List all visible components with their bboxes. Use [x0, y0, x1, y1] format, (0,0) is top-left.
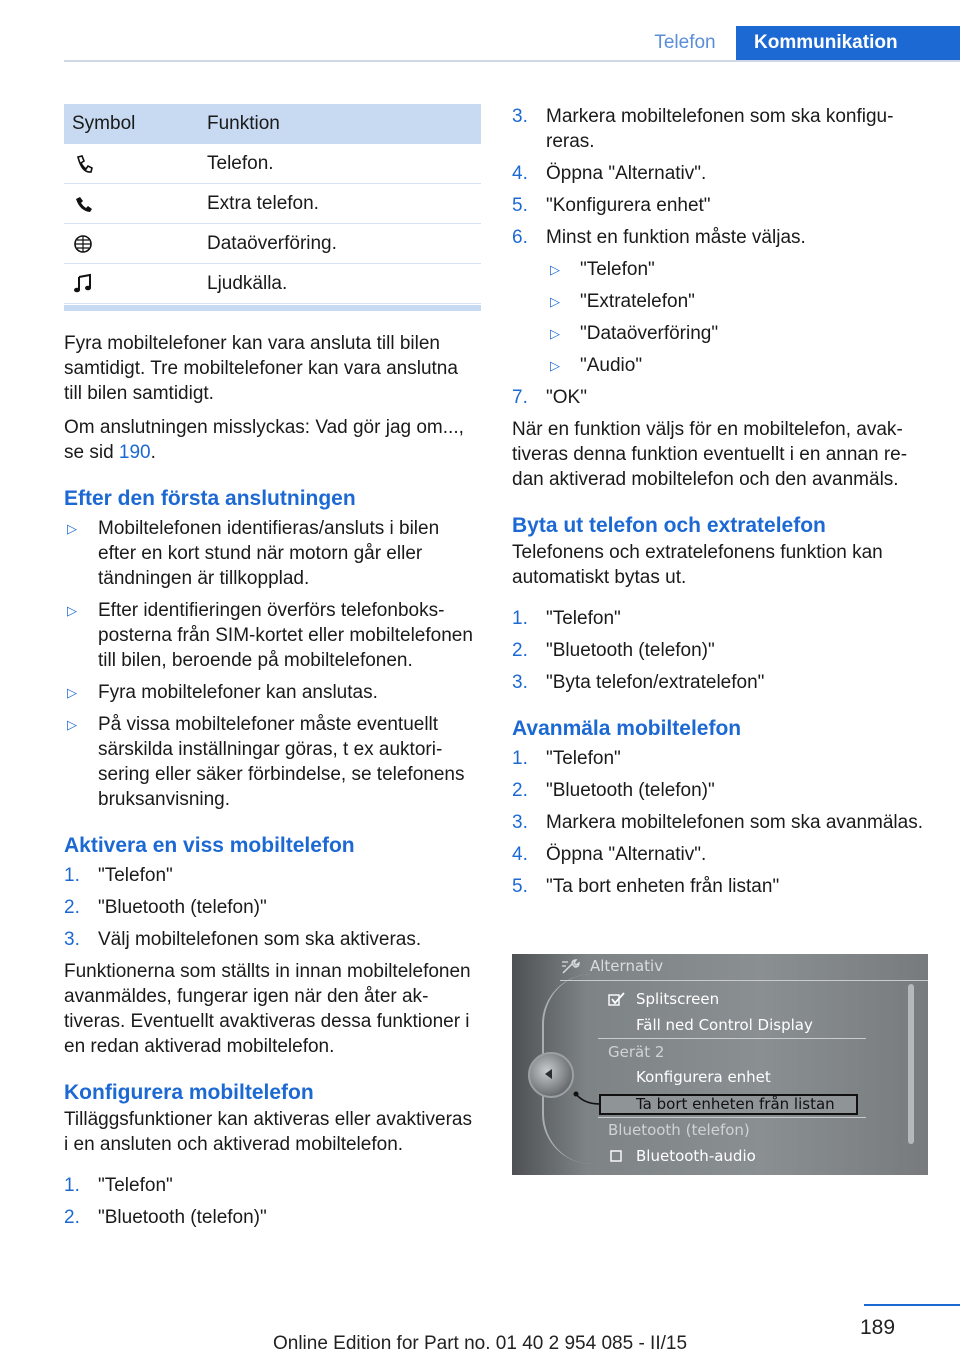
failure-paragraph: Om anslutningen misslyckas: Vad gör jag om..., se sid 190. [64, 417, 464, 463]
list-item: 5. "Konfigurera enhet" [512, 195, 711, 216]
list-item: 2. "Bluetooth (telefon)" [64, 897, 267, 918]
section-title: Efter den första anslutningen [64, 487, 356, 510]
footer-rule [864, 1304, 960, 1306]
table-row [64, 184, 481, 224]
menu-item-fold-display[interactable]: Fäll ned Control Display [636, 1016, 813, 1034]
arrow-left-icon [542, 1067, 556, 1081]
left-column [64, 331, 480, 1237]
triangle-bullet-icon: ▷ [67, 603, 77, 618]
menu-item-remove-device[interactable]: Ta bort enheten från listan [636, 1095, 835, 1113]
activation-note: Funktionerna som ställts in innan mobiltelefonen avanmäldes, fungerar igen när den åter aktiveras. Eventuellt avaktiveras dessa funktioner i en redan aktiverad mobiltelefon. [64, 961, 471, 1057]
triangle-bullet-icon: ▷ [550, 294, 560, 309]
music-note-icon [72, 273, 94, 295]
options-wrench-icon [560, 958, 582, 976]
list-item: ▷ "Extratelefon" [550, 291, 695, 312]
triangle-bullet-icon: ▷ [67, 685, 77, 700]
edition-note: Online Edition for Part no. 01 40 2 954 085 - II/15 [272, 1333, 688, 1354]
menu-item-bluetooth-audio[interactable]: Bluetooth-audio [636, 1147, 756, 1165]
header-rule [64, 60, 960, 62]
table-end-bar [64, 305, 481, 311]
list-item: ▷ "Telefon" [550, 259, 655, 280]
section-title: Aktivera en viss mobiltelefon [64, 834, 355, 857]
phone-icon [72, 153, 94, 175]
symbol-table [64, 104, 481, 311]
list-item: 1. "Telefon" [64, 1175, 173, 1196]
pointer-line-icon [572, 1090, 602, 1106]
table-row [64, 264, 481, 304]
scroll-indicator [908, 984, 914, 1144]
list-item: 3. "Byta telefon/extratelefon" [512, 672, 765, 693]
list-item: 3. Markera mobiltelefonen som ska avanmälas. [512, 812, 924, 833]
checkbox-checked-icon [608, 991, 626, 1007]
configure-intro: Tilläggsfunktioner kan aktiveras eller avaktiveras i en ansluten och aktiverad mobiltelefon. [64, 1109, 472, 1155]
page-number: 189 [860, 1316, 896, 1339]
checkbox-empty-icon [610, 1150, 622, 1162]
list-item: 3. Välj mobiltelefonen som ska aktiveras. [64, 929, 422, 950]
section-title: Konfigurera mobiltelefon [64, 1081, 314, 1104]
header-function: Funktion [207, 113, 280, 134]
table-row [64, 144, 481, 184]
extra-phone-icon [72, 193, 94, 215]
list-item: 6. Minst en funktion måste väljas. [512, 227, 806, 248]
triangle-bullet-icon: ▷ [550, 358, 560, 373]
list-item: 4. Öppna "Alternativ". [512, 844, 707, 865]
section-device-2: Gerät 2 [608, 1043, 665, 1061]
intro-paragraph: Fyra mobiltelefoner kan vara ansluta till bilen samtidigt. Tre mobiltelefoner kan vara anslutna till bilen samtidigt. [64, 333, 458, 404]
swap-intro: Telefonens och extratelefonens funktion kan automatiskt bytas ut. [512, 542, 883, 588]
header-section: Telefon [654, 32, 716, 53]
right-column [512, 104, 930, 906]
list-item: ▷ Mobiltelefonen identifieras/ansluts i bilen efter en kort stund när motorn går eller tändningen är tillkopplad. [67, 518, 440, 589]
menu-item-configure-device[interactable]: Konfigurera enhet [636, 1068, 771, 1086]
symbol-table-header [64, 104, 481, 144]
page-link[interactable]: 190 [118, 442, 151, 463]
list-item: 1. "Telefon" [512, 748, 621, 769]
list-item: 1. "Telefon" [512, 608, 621, 629]
list-item: 4. Öppna "Alternativ". [512, 163, 707, 184]
list-item: ▷ "Audio" [550, 355, 643, 376]
table-row [64, 224, 481, 264]
triangle-bullet-icon: ▷ [67, 717, 77, 732]
section-title: Byta ut telefon och extratelefon [512, 514, 826, 537]
section-title: Avanmäla mobiltelefon [512, 717, 742, 740]
data-transfer-icon [72, 233, 94, 255]
table-cell: Telefon. [207, 152, 274, 174]
list-item: 5. "Ta bort enheten från listan" [512, 876, 780, 897]
list-item: 7. "OK" [512, 387, 587, 408]
control-display-screenshot [512, 954, 928, 1175]
list-item: ▷ Fyra mobiltelefoner kan anslutas. [67, 682, 378, 703]
section-bluetooth-phone: Bluetooth (telefon) [608, 1121, 750, 1139]
header-symbol: Symbol [72, 113, 136, 134]
deactivation-note: När en funktion väljs för en mobiltelefon, avaktiveras denna funktion eventuellt i en annan redan aktiverad mobiltelefon och den avanmäls. [512, 419, 908, 490]
menu-item-splitscreen[interactable]: Splitscreen [636, 990, 720, 1008]
list-item: 2. "Bluetooth (telefon)" [512, 640, 715, 661]
list-item: ▷ "Dataöverföring" [550, 323, 719, 344]
triangle-bullet-icon: ▷ [550, 262, 560, 277]
list-item: 1. "Telefon" [64, 865, 173, 886]
table-cell: Extra telefon. [207, 192, 319, 214]
triangle-bullet-icon: ▷ [67, 521, 77, 536]
list-item: ▷ På vissa mobiltelefoner måste eventuellt särskilda inställningar göras, t ex auktorisering eller säker förbindelse, se telefonens bruksanvisning. [67, 714, 465, 810]
table-cell: Dataöverföring. [207, 232, 337, 254]
header-chapter: Kommunikation [736, 26, 960, 62]
list-item: 3. Markera mobiltelefonen som ska konfigureras. [512, 106, 894, 152]
table-cell: Ljudkälla. [207, 272, 288, 294]
list-item: 2. "Bluetooth (telefon)" [64, 1207, 267, 1228]
list-item: ▷ Efter identifieringen överförs telefonboksposterna från SIM-kortet eller mobiltelefonen till bilen, beroende på mobiltelefonen. [67, 600, 473, 671]
screen-title: Alternativ [590, 957, 664, 975]
triangle-bullet-icon: ▷ [550, 326, 560, 341]
list-item: 2. "Bluetooth (telefon)" [512, 780, 715, 801]
